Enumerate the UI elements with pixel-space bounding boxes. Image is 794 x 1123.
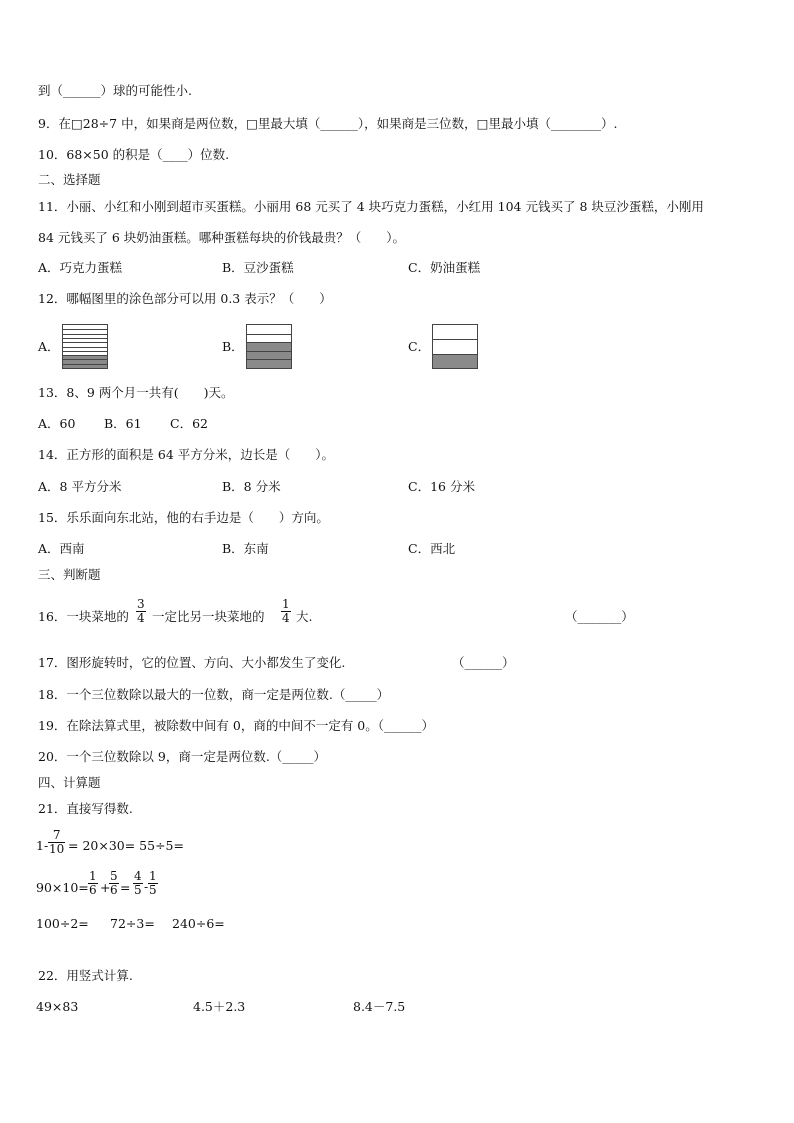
question-16-part-3: 大.	[296, 609, 313, 624]
section-heading-choice: 二、选择题	[38, 172, 101, 187]
question-11-line-2: 84 元钱买了 6 块奶油蛋糕。哪种蛋糕每块的价钱最贵？（ ）。	[38, 230, 406, 245]
fraction-one-fifth: 1 5	[149, 869, 157, 897]
q14-option-b[interactable]: B．8 分米	[222, 479, 281, 494]
strip-divider	[63, 347, 107, 348]
question-17: 17．图形旋转时，它的位置、方向、大小都发生了变化.	[38, 655, 346, 670]
q11-option-b[interactable]: B．豆沙蛋糕	[222, 260, 294, 275]
strip-divider	[247, 359, 291, 360]
line-continuation: 到（______）球的可能性小.	[38, 83, 192, 98]
calc-240-div-6: 240÷6=	[172, 916, 225, 931]
question-19: 19．在除法算式里，被除数中间有 0，商的中间不一定有 0。（______）	[38, 718, 435, 733]
fraction-seven-tenths: 7 10	[49, 828, 65, 856]
fraction-one-quarter: 1 4	[282, 597, 290, 625]
question-10: 10．68×50 的积是（____）位数.	[38, 147, 230, 162]
q12-option-c[interactable]: C．	[408, 339, 431, 354]
q15-option-a[interactable]: A．西南	[38, 541, 85, 556]
vertical-calc-3: 8.4－7.5	[353, 999, 406, 1014]
shaded-region	[433, 354, 477, 368]
vertical-calc-1: 49×83	[36, 999, 79, 1014]
q12-option-a[interactable]: A．	[38, 339, 60, 354]
calc-row-2-start: 90×10=	[36, 880, 89, 895]
section-heading-judgement: 三、判断题	[38, 567, 101, 582]
question-14: 14．正方形的面积是 64 平方分米，边长是（ ）。	[38, 447, 335, 462]
question-13: 13．8、9 两个月一共有( )天。	[38, 385, 234, 400]
strip-divider	[433, 354, 477, 355]
calc-row-1-start: 1-	[36, 838, 49, 853]
section-heading-calculation: 四、计算题	[38, 775, 101, 790]
calc-72-div-3: 72÷3=	[110, 916, 155, 931]
strip-divider	[63, 342, 107, 343]
question-15: 15．乐乐面向东北站，他的右手边是（ ）方向。	[38, 510, 329, 525]
plus-sign: +	[100, 880, 111, 895]
q11-option-c[interactable]: C．奶油蛋糕	[408, 260, 481, 275]
fraction-four-fifths: 4 5	[134, 869, 142, 897]
question-11-line-1: 11．小丽、小红和小刚到超市买蛋糕。小丽用 68 元买了 4 块巧克力蛋糕，小红用 104 元钱买了 8 块豆沙蛋糕，小刚用	[38, 199, 704, 214]
calc-100-div-2: 100÷2=	[36, 916, 89, 931]
q13-option-a[interactable]: A．60	[38, 416, 76, 431]
strip-divider	[63, 338, 107, 339]
q17-answer-blank[interactable]: （______）	[452, 655, 515, 670]
strip-divider	[247, 351, 291, 352]
question-20: 20．一个三位数除以 9，商一定是两位数.（_____）	[38, 749, 327, 764]
strip-divider	[63, 351, 107, 352]
strip-divider	[63, 334, 107, 335]
q13-option-b[interactable]: B．61	[104, 416, 142, 431]
strip-divider	[63, 364, 107, 365]
question-16-part-1: 16．一块菜地的	[38, 609, 129, 624]
q12-figure-b	[246, 324, 292, 369]
q16-answer-blank[interactable]: （_______）	[565, 609, 634, 624]
fraction-five-sixths: 5 6	[110, 869, 118, 897]
strip-divider	[433, 339, 477, 340]
equals-sign: =	[120, 880, 131, 895]
question-21: 21．直接写得数.	[38, 801, 133, 816]
fraction-one-sixth: 1 6	[89, 869, 97, 897]
question-18: 18．一个三位数除以最大的一位数，商一定是两位数.（_____）	[38, 687, 390, 702]
vertical-calc-2: 4.5＋2.3	[193, 999, 246, 1014]
question-12: 12．哪幅图里的涂色部分可以用 0.3 表示？（ ）	[38, 291, 332, 306]
q14-option-a[interactable]: A．8 平方分米	[38, 479, 122, 494]
shaded-region	[63, 355, 107, 368]
q14-option-c[interactable]: C．16 分米	[408, 479, 475, 494]
q15-option-c[interactable]: C．西北	[408, 541, 456, 556]
q12-figure-a	[62, 324, 108, 369]
fraction-three-quarters: 3 4	[137, 597, 145, 625]
strip-divider	[247, 334, 291, 335]
question-9: 9．在□28÷7 中，如果商是两位数，□里最大填（______），如果商是三位数，□里最小填（________）.	[38, 116, 618, 131]
strip-divider	[63, 329, 107, 330]
question-22: 22．用竖式计算.	[38, 968, 133, 983]
strip-divider	[63, 355, 107, 356]
q12-option-b[interactable]: B．	[222, 339, 244, 354]
q13-option-c[interactable]: C．62	[170, 416, 208, 431]
strip-divider	[63, 359, 107, 360]
strip-divider	[247, 342, 291, 343]
question-16-part-2: 一定比另一块菜地的	[152, 609, 265, 624]
q11-option-a[interactable]: A．巧克力蛋糕	[38, 260, 123, 275]
q12-figure-c	[432, 324, 478, 369]
q15-option-b[interactable]: B．东南	[222, 541, 269, 556]
shaded-region	[247, 342, 291, 368]
calc-row-1-rest: = 20×30= 55÷5=	[68, 838, 184, 853]
minus-sign: -	[144, 879, 149, 894]
